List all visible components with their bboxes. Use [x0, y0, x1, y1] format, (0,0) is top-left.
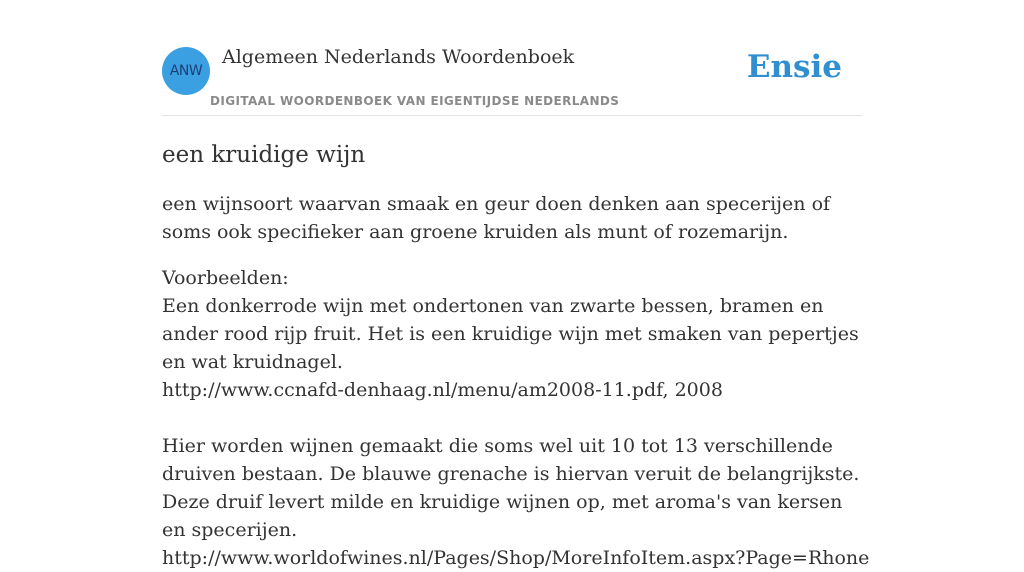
site-header — [162, 0, 862, 116]
entry-content — [162, 138, 870, 572]
entry-definition: een wijnsoort waarvan smaak en geur doen denken aan specerijen of soms ook specifieker aan groene kruiden als munt of rozemarijn. — [162, 193, 831, 243]
example-source: http://www.worldofwines.nl/Pages/Shop/MoreInfoItem.aspx?Page=Rhone — [162, 547, 870, 569]
anw-logo[interactable] — [162, 47, 210, 95]
entry-title: een kruidige wijn — [162, 142, 366, 168]
examples-section — [162, 264, 870, 572]
example-text: Een donkerrode wijn met ondertonen van zwarte bessen, bramen en ander rood rijp fruit. Het is een kruidige wijn met smaken van pepertjes en wat kruidnagel. — [162, 295, 859, 373]
site-title[interactable]: Algemeen Nederlands Woordenboek — [222, 46, 575, 68]
ensie-brand-logo[interactable]: Ensie — [746, 49, 842, 85]
examples-label: Voorbeelden: — [162, 267, 289, 289]
example-text: Hier worden wijnen gemaakt die soms wel uit 10 tot 13 verschillende druiven bestaan. De blauwe grenache is hiervan veruit de belangrijkste. Deze druif levert milde en kruidige wijnen op, met aroma's van kersen en specerijen. — [162, 435, 860, 541]
logo-text: ANW — [169, 63, 203, 79]
example-source: http://www.ccnafd-denhaag.nl/menu/am2008-11.pdf, 2008 — [162, 379, 723, 401]
site-subtitle: DIGITAAL WOORDENBOEK VAN EIGENTIJDSE NEDERLANDS — [210, 94, 620, 108]
